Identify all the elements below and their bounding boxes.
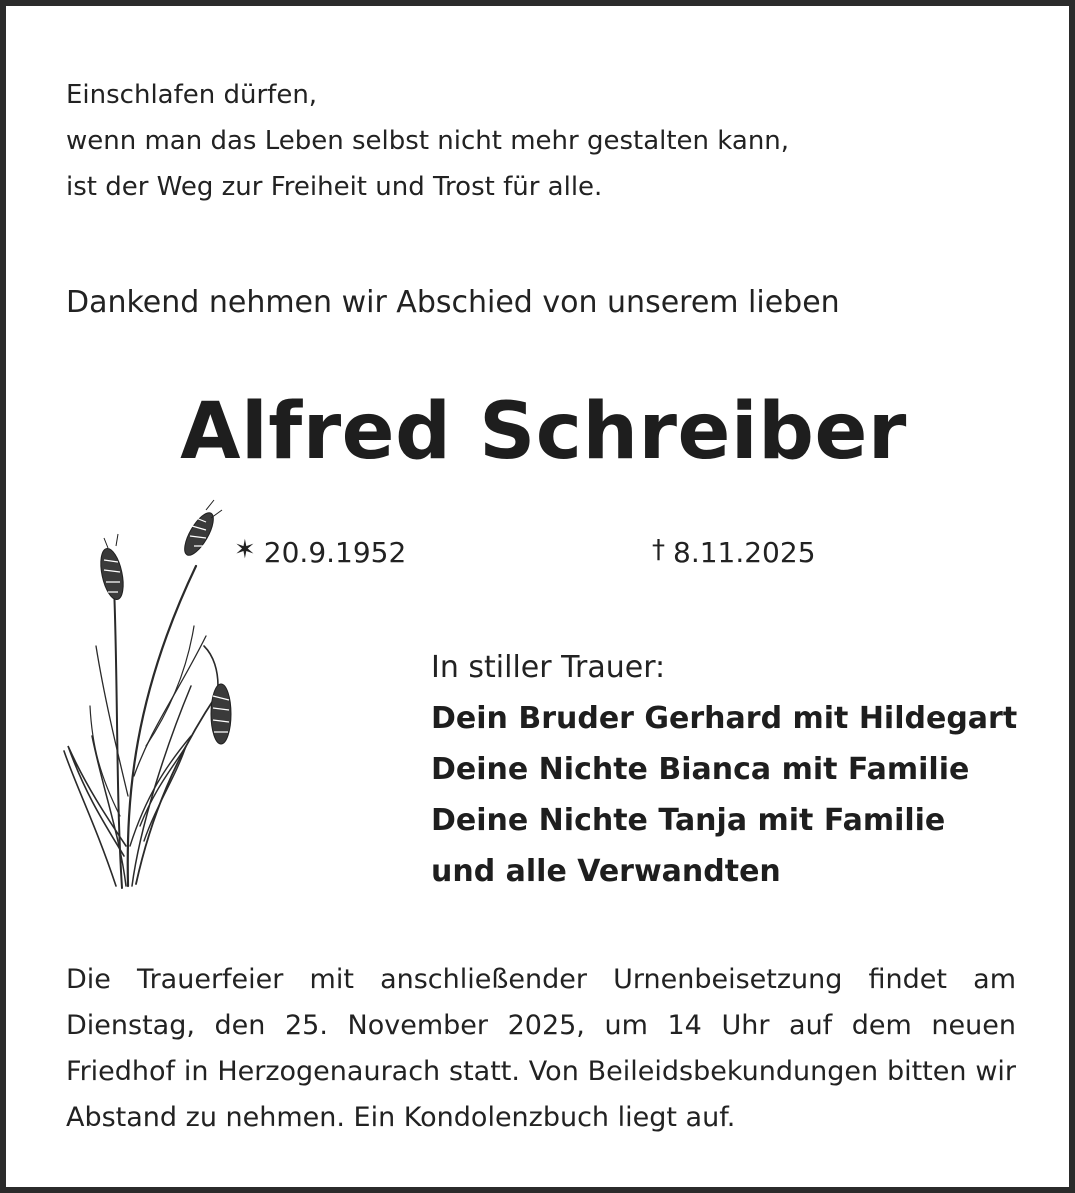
birth-date xyxy=(234,528,406,575)
mourner-line: Deine Nichte Bianca mit Familie xyxy=(431,752,970,787)
poem-line: ist der Weg zur Freiheit und Trost für alle. xyxy=(66,172,603,202)
service-notice: Die Trauerfeier mit anschließender Urnenbeisetzung findet am Dienstag, den 25. November 2025, um 14 Uhr auf dem neuen Friedhof in Herzogenaurach statt. Von Beileidsbekundungen bitten wir Abstand zu nehmen. Ein Kondolenzbuch liegt auf. xyxy=(66,964,1016,1133)
death-date xyxy=(652,528,816,575)
mourner-line: Deine Nichte Tanja mit Familie xyxy=(431,803,946,838)
intro-text: Dankend nehmen wir Abschied von unserem lieben xyxy=(66,285,840,320)
poem-line: Einschlafen dürfen, xyxy=(66,80,318,110)
deceased-name: Alfred Schreiber xyxy=(180,387,907,477)
mourner-line: Dein Bruder Gerhard mit Hildegart xyxy=(431,701,1018,736)
wheat-stalks-icon xyxy=(56,496,236,896)
poem-line: wenn man das Leben selbst nicht mehr gestalten kann, xyxy=(66,126,790,156)
star-icon: ✶ xyxy=(234,535,256,565)
mourners-label: In stiller Trauer: xyxy=(431,650,666,685)
cross-icon: † xyxy=(652,535,665,565)
birth-date-value: 20.9.1952 xyxy=(263,536,407,569)
mourners-block xyxy=(431,642,1017,897)
mourner-line: und alle Verwandten xyxy=(431,854,781,889)
death-date-value: 8.11.2025 xyxy=(673,536,816,569)
poem xyxy=(66,72,789,210)
